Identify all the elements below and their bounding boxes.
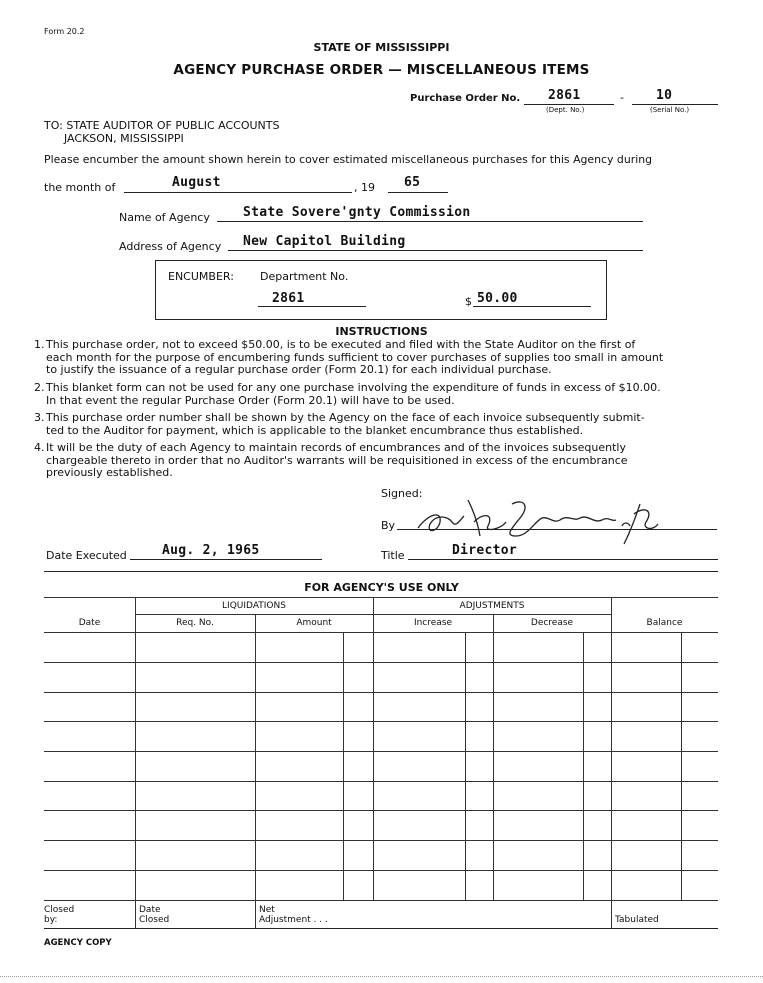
- handwritten-signature: [408, 492, 668, 547]
- date-executed-value: Aug. 2, 1965: [162, 543, 260, 558]
- instruction-1: [34, 338, 664, 377]
- net-caption: Net: [259, 905, 275, 915]
- instruction-line: In that event the regular Purchase Order (Form 20.1) will have to be used.: [46, 393, 455, 407]
- title-label: Title: [381, 549, 405, 562]
- instruction-line: chargeable thereto in order that no Auditor's warrants will be requisitioned in excess of the encumbrance: [46, 453, 628, 467]
- serial-no-caption: (Serial No.): [650, 106, 690, 114]
- form-number: Form 20.2: [44, 27, 85, 36]
- dept-no-caption: (Dept. No.): [546, 106, 585, 114]
- by-caption: by:: [44, 915, 58, 925]
- req-no-column-header: Req. No.: [176, 618, 214, 628]
- po-dept-number: 2861: [548, 88, 581, 103]
- agency-copy-label: AGENCY COPY: [44, 938, 112, 948]
- po-dash: -: [620, 91, 624, 104]
- year-prefix: , 19: [354, 181, 375, 194]
- balance-column-header: Balance: [646, 618, 683, 628]
- by-label: By: [381, 519, 396, 532]
- net-adjustment-label: [259, 905, 328, 925]
- month-value: August: [172, 175, 221, 190]
- instruction-line: ted to the Auditor for payment, which is applicable to the blanket encumbrance thus established.: [46, 423, 584, 437]
- agency-name-label: Name of Agency: [119, 211, 210, 224]
- tabulated-label: Tabulated: [615, 915, 659, 925]
- instruction-number: 3.: [34, 411, 45, 424]
- document-title: AGENCY PURCHASE ORDER — MISCELLANEOUS ITEMS: [173, 62, 590, 78]
- intro-text: Please encumber the amount shown herein to cover estimated miscellaneous purchases for this Agency during: [44, 153, 653, 166]
- agency-address-value: New Capitol Building: [243, 234, 406, 249]
- instruction-line: This purchase order, not to exceed $50.00, is to be executed and filed with the State Auditor on the first of: [46, 338, 636, 351]
- state-heading: STATE OF MISSISSIPPI: [313, 41, 450, 54]
- signed-label: Signed:: [381, 487, 423, 500]
- agency-use-heading: FOR AGENCY'S USE ONLY: [304, 581, 459, 594]
- encumber-box: [155, 260, 607, 320]
- instruction-4: [34, 441, 628, 480]
- date-executed-label: Date Executed: [46, 549, 127, 562]
- amount-column-header: Amount: [296, 618, 332, 628]
- increase-column-header: Increase: [413, 618, 453, 628]
- date-caption: Date: [139, 905, 161, 915]
- instruction-line: each month for the purpose of encumbering funds sufficient to cover purchases of supplies too small in amount: [46, 350, 664, 364]
- instructions-title: INSTRUCTIONS: [335, 325, 428, 338]
- agency-name-value: State Sovere'gnty Commission: [243, 205, 471, 220]
- to-line-1: TO: STATE AUDITOR OF PUBLIC ACCOUNTS: [44, 119, 280, 132]
- instruction-3: [34, 411, 645, 437]
- agency-address-label: Address of Agency: [119, 240, 222, 253]
- instruction-2: [34, 381, 661, 407]
- instruction-line: to justify the issuance of a regular purchase order (Form 20.1) for each individual purchase.: [46, 363, 552, 376]
- liquidations-header: LIQUIDATIONS: [222, 601, 286, 611]
- po-serial-number: 10: [656, 88, 673, 103]
- adjustments-header: ADJUSTMENTS: [459, 601, 525, 611]
- encumber-dept-label: Department No.: [260, 270, 349, 283]
- closed-caption: Closed: [139, 915, 170, 925]
- instruction-number: 2.: [34, 381, 45, 394]
- title-value: Director: [452, 543, 518, 558]
- closed-label: Closed: [44, 905, 75, 915]
- year-value: 65: [404, 175, 421, 190]
- to-line-2: JACKSON, MISSISSIPPI: [64, 132, 184, 145]
- date-column-header: Date: [78, 618, 101, 628]
- month-label: the month of: [44, 181, 116, 194]
- date-closed-label: [139, 905, 169, 925]
- adjustment-caption: Adjustment . . .: [259, 915, 328, 925]
- encumber-dept-value: 2861: [272, 291, 305, 306]
- instruction-line: This purchase order number shall be shown by the Agency on the face of each invoice subsequently submit-: [46, 411, 645, 424]
- encumber-label: ENCUMBER:: [168, 270, 234, 283]
- dollar-sign: $: [465, 295, 472, 308]
- encumber-amount: 50.00: [477, 291, 518, 306]
- instruction-line: This blanket form can not be used for any one purchase involving the expenditure of funds in excess of $10.00.: [46, 381, 661, 394]
- instruction-line: It will be the duty of each Agency to maintain records of encumbrances and of the invoices subsequently: [46, 441, 626, 454]
- po-number-label: Purchase Order No.: [410, 93, 521, 104]
- instruction-number: 1.: [34, 338, 45, 351]
- instruction-number: 4.: [34, 441, 45, 454]
- instruction-line: previously established.: [46, 466, 173, 479]
- closed-by-label: [44, 905, 74, 925]
- decrease-column-header: Decrease: [530, 618, 574, 628]
